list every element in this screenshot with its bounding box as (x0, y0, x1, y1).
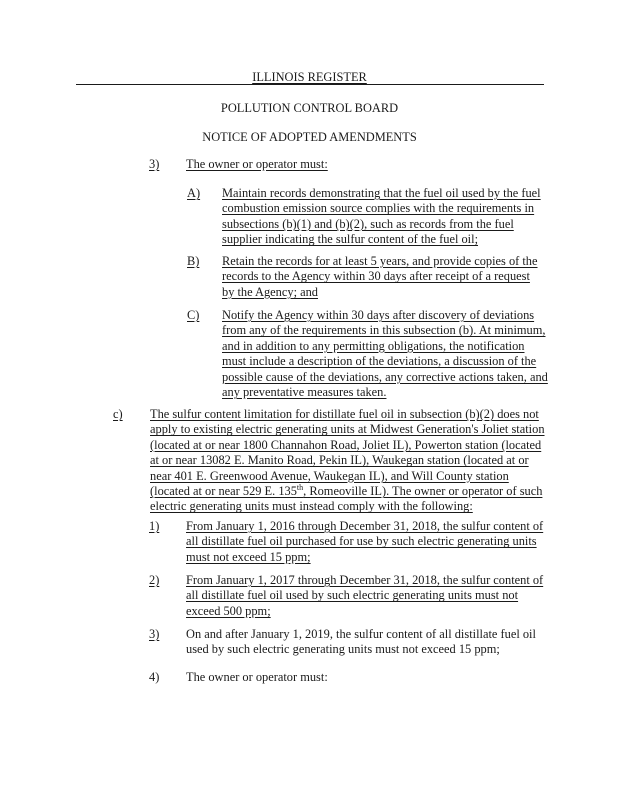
register-header: ILLINOIS REGISTER (252, 70, 367, 84)
item-b3c-text: Notify the Agency within 30 days after discovery of deviations from any of the requirements in this subsection (b). At minimum, and in addition to any permitting obligations, the notification must include a description of the deviations, a discussion of the possible cause of the deviations, any corrective actions taken, and any preventative measures taken. (222, 308, 548, 400)
item-b3a-marker: A) (187, 186, 201, 200)
section-b3-marker: 3) (149, 157, 160, 171)
item-b3a-text: Maintain records demonstrating that the fuel oil used by the fuel combustion emission source complies with the requirements in subsections (b)(1) and (b)(2), such as records from the fuel supplier indicating the sulfur content of the fuel oil; (222, 186, 541, 247)
item-c4-text: The owner or operator must: (186, 670, 328, 684)
item-c1-marker: 1) (149, 519, 160, 533)
item-c1-text: From January 1, 2016 through December 31, 2018, the sulfur content of all distillate fuel oil purchased for use by such electric generating units must not exceed 15 ppm; (186, 519, 544, 564)
section-c-text-part2: , Romeoville IL). The owner or operator of such electric generating units must instead comply with the following: (150, 484, 543, 514)
section-c-marker: c) (113, 407, 123, 421)
header-rule (76, 84, 544, 85)
board-name: POLLUTION CONTROL BOARD (220, 101, 399, 115)
section-c-superscript: th (296, 482, 304, 492)
item-b3c-marker: C) (187, 308, 200, 322)
notice-title: NOTICE OF ADOPTED AMENDMENTS (202, 130, 417, 144)
section-c-text (150, 407, 548, 515)
section-b3-text: The owner or operator must: (186, 157, 328, 171)
item-c2-text: From January 1, 2017 through December 31, 2018, the sulfur content of all distillate fuel oil used by such electric generating units must not exceed 500 ppm; (186, 573, 544, 618)
section-c-text-part1: The sulfur content limitation for distillate fuel oil in subsection (b)(2) does not apply to existing electric generating units at Midwest Generation's Joliet station (located at or near 1800 Channahon Road, Joliet IL), Powerton station (located at or near 13082 E. Manito Road, Pekin IL), Waukegan station (located at or near 401 E. Greenwood Avenue, Waukegan IL), and Will County station (located at or near 529 E. 135 (150, 407, 545, 499)
item-b3b-text: Retain the records for at least 5 years, and provide copies of the records to the Agency within 30 days after receipt of a request by the Agency; and (222, 254, 538, 299)
item-b3b-marker: B) (187, 254, 200, 268)
item-c3-text: On and after January 1, 2019, the sulfur content of all distillate fuel oil used by such electric generating units must not exceed 15 ppm; (186, 627, 536, 657)
item-c2-marker: 2) (149, 573, 160, 587)
item-c3-marker: 3) (149, 627, 160, 641)
item-c4-marker: 4) (149, 670, 160, 684)
